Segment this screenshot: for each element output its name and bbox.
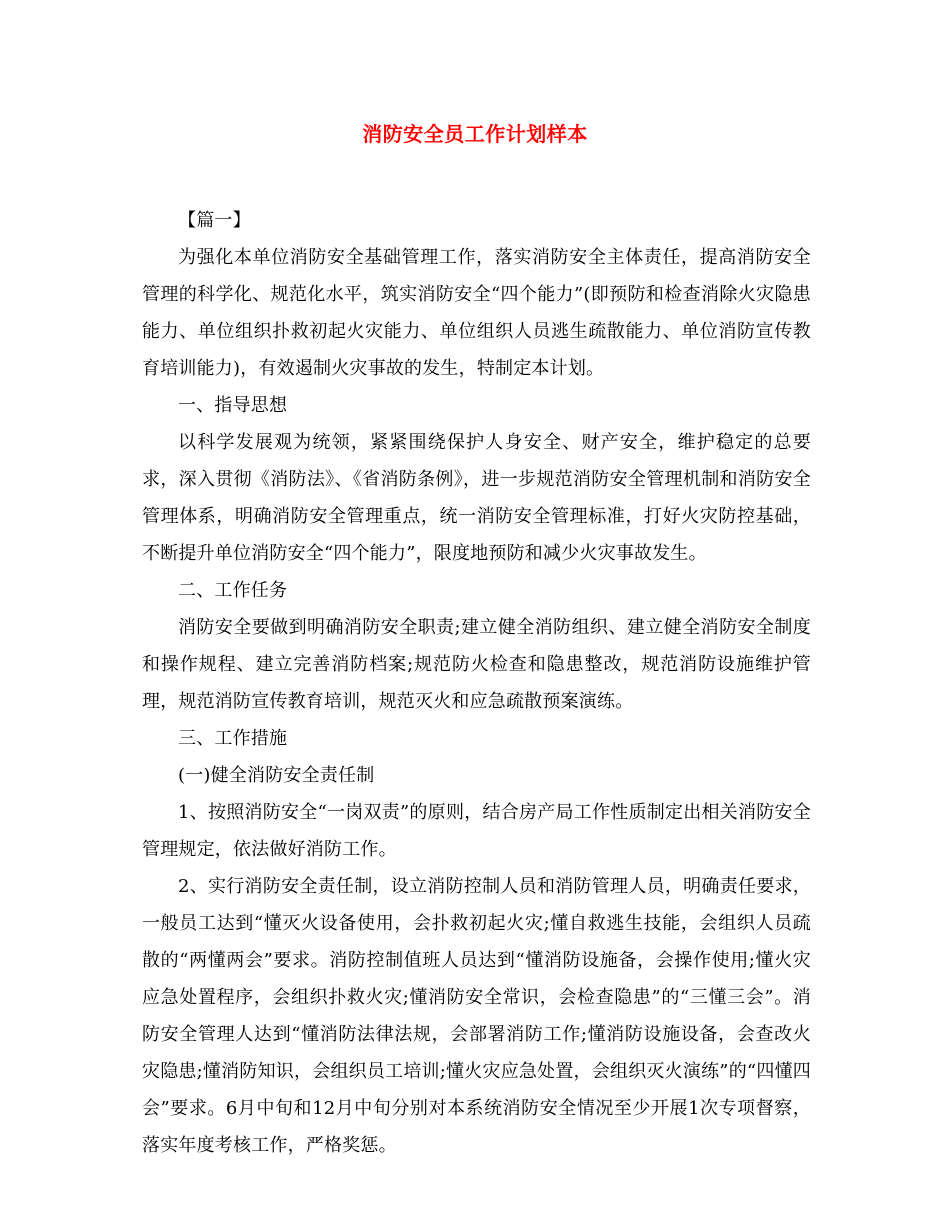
section-heading: 一、指导思想 [178,395,288,416]
document-body [142,202,811,1164]
section-heading: 二、工作任务 [178,580,288,601]
subsection-heading: (一)健全消防安全责任制 [178,765,375,786]
paragraph: 消防安全要做到明确消防安全职责;建立健全消防组织、建立健全消防安全制度和操作规程、建立完善消防档案;规范防火检查和隐患整改，规范消防设施维护管理，规范消防宣传教育培训，规范灭火和应急疏散预案演练。 [142,617,811,712]
section-heading: 三、工作措施 [178,728,288,749]
paragraph: 1、按照消防安全“一岗双责”的原则，结合房产局工作性质制定出相关消防安全管理规定，依法做好消防工作。 [142,802,811,860]
paragraph: 以科学发展观为统领，紧紧围绕保护人身安全、财产安全，维护稳定的总要求，深入贯彻《消防法》、《省消防条例》，进一步规范消防安全管理机制和消防安全管理体系，明确消防安全管理重点，统一消防安全管理标准，打好火灾防控基础，不断提升单位消防安全“四个能力”，限度地预防和减少火灾事故发生。 [142,432,811,564]
paragraph: 2、实行消防安全责任制，设立消防控制人员和消防管理人员，明确责任要求，一般员工达到“懂灭火设备使用，会扑救初起火灾;懂自救逃生技能，会组织人员疏散的“两懂两会”要求。消防控制值班人员达到“懂消防设施备，会操作使用;懂火灾应急处置程序，会组织扑救火灾;懂消防安全常识，会检查隐患”的“三懂三会”。消防安全管理人达到“懂消防法律法规，会部署消防工作;懂消防设施设备，会查改火灾隐患;懂消防知识，会组织员工培训;懂火灾应急处置，会组织灭火演练”的“四懂四会”要求。6月中旬和12月中旬分别对本系统消防安全情况至少开展1次专项督察，落实年度考核工作，严格奖惩。 [142,876,811,1156]
paragraph: 为强化本单位消防安全基础管理工作，落实消防安全主体责任，提高消防安全管理的科学化、规范化水平，筑实消防安全“四个能力”(即预防和检查消除火灾隐患能力、单位组织扑救初起火灾能力、单位组织人员逃生疏散能力、单位消防宣传教育培训能力)，有效遏制火灾事故的发生，特制定本计划。 [142,247,811,379]
document-title: 消防安全员工作计划样本 [362,122,588,146]
section-heading: 【篇一】 [178,210,251,231]
